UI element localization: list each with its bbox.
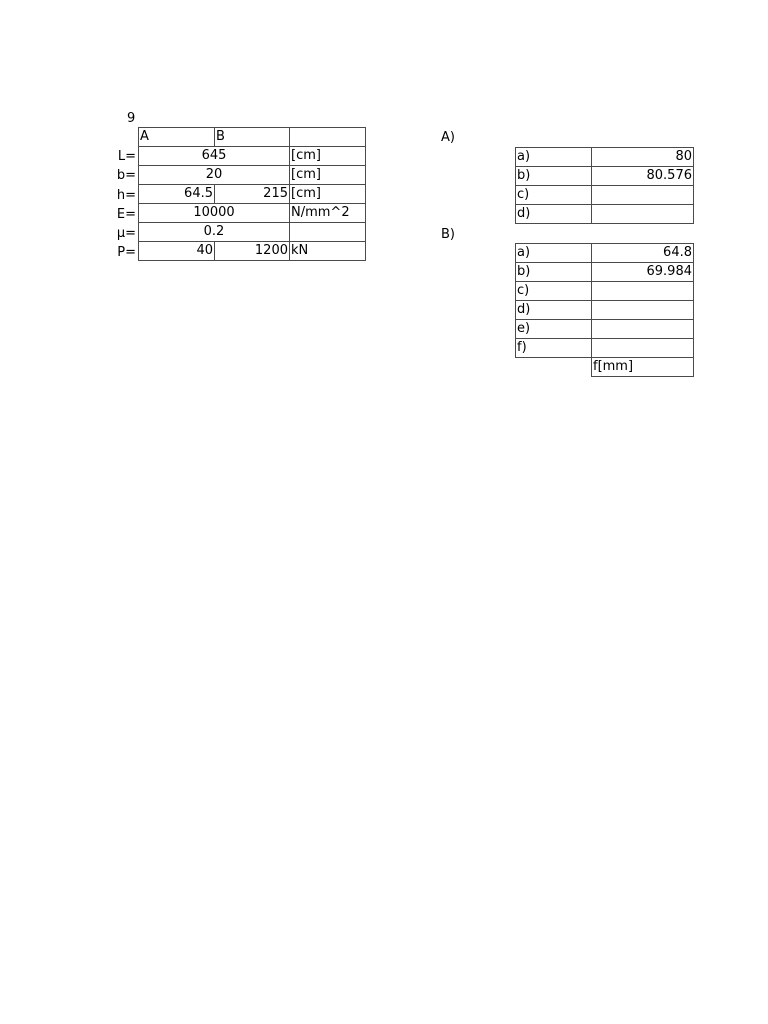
table-row bbox=[516, 186, 694, 205]
row-label-b: b= bbox=[116, 168, 136, 183]
answer-label-cell[interactable]: a) bbox=[516, 244, 592, 263]
row-label-L: L= bbox=[117, 149, 136, 164]
answer-value-cell[interactable] bbox=[592, 301, 694, 320]
unit-cell[interactable]: [cm] bbox=[290, 185, 366, 204]
table-row bbox=[516, 205, 694, 224]
answer-value-cell[interactable] bbox=[592, 320, 694, 339]
table-row bbox=[139, 185, 366, 204]
section-b-title: B) bbox=[441, 227, 455, 242]
value-b-cell[interactable]: 1200 bbox=[215, 242, 290, 261]
table-row bbox=[516, 167, 694, 186]
column-a-header[interactable]: A bbox=[139, 128, 215, 147]
empty-cell[interactable] bbox=[516, 358, 592, 377]
value-a-cell[interactable]: 64.5 bbox=[139, 185, 215, 204]
answer-label-cell[interactable]: c) bbox=[516, 282, 592, 301]
answer-label-cell[interactable]: b) bbox=[516, 167, 592, 186]
value-cell[interactable]: 0.2 bbox=[139, 223, 290, 242]
unit-cell[interactable]: [cm] bbox=[290, 166, 366, 185]
table-row bbox=[516, 358, 694, 377]
table-row bbox=[139, 242, 366, 261]
unit-cell[interactable]: N/mm^2 bbox=[290, 204, 366, 223]
value-cell[interactable]: 10000 bbox=[139, 204, 290, 223]
row-label-E: E= bbox=[116, 207, 136, 222]
table-row bbox=[139, 147, 366, 166]
table-row bbox=[139, 166, 366, 185]
unit-cell[interactable]: kN bbox=[290, 242, 366, 261]
table-row bbox=[516, 282, 694, 301]
answer-label-cell[interactable]: c) bbox=[516, 186, 592, 205]
answer-label-cell[interactable]: d) bbox=[516, 301, 592, 320]
row-label-h: h= bbox=[116, 188, 136, 203]
table-header-row bbox=[139, 128, 366, 147]
table-row bbox=[139, 223, 366, 242]
table-row bbox=[516, 244, 694, 263]
table-row bbox=[516, 320, 694, 339]
answer-value-cell[interactable] bbox=[592, 205, 694, 224]
answer-value-cell[interactable] bbox=[592, 186, 694, 205]
input-table bbox=[138, 127, 366, 261]
answer-value-cell[interactable]: 64.8 bbox=[592, 244, 694, 263]
answer-value-cell[interactable] bbox=[592, 339, 694, 358]
sheet-number: 9 bbox=[127, 111, 136, 126]
column-b-header[interactable]: B bbox=[215, 128, 290, 147]
answer-value-cell[interactable] bbox=[592, 282, 694, 301]
section-a-table bbox=[515, 147, 694, 224]
value-a-cell[interactable]: 40 bbox=[139, 242, 215, 261]
answer-label-cell[interactable]: d) bbox=[516, 205, 592, 224]
answer-value-cell[interactable]: 80 bbox=[592, 148, 694, 167]
table-row bbox=[516, 148, 694, 167]
answer-label-cell[interactable]: a) bbox=[516, 148, 592, 167]
answer-label-cell[interactable]: b) bbox=[516, 263, 592, 282]
table-row bbox=[516, 301, 694, 320]
row-label-mu: μ= bbox=[116, 226, 136, 241]
column-unit-header[interactable] bbox=[290, 128, 366, 147]
value-b-cell[interactable]: 215 bbox=[215, 185, 290, 204]
table-row bbox=[516, 339, 694, 358]
section-b-table bbox=[515, 243, 694, 377]
value-cell[interactable]: 20 bbox=[139, 166, 290, 185]
value-cell[interactable]: 645 bbox=[139, 147, 290, 166]
unit-cell[interactable] bbox=[290, 223, 366, 242]
answer-label-cell[interactable]: e) bbox=[516, 320, 592, 339]
answer-value-cell[interactable]: 80.576 bbox=[592, 167, 694, 186]
table-row bbox=[516, 263, 694, 282]
table-row bbox=[139, 204, 366, 223]
row-label-P: P= bbox=[117, 245, 136, 260]
answer-value-cell[interactable]: 69.984 bbox=[592, 263, 694, 282]
section-a-title: A) bbox=[441, 130, 455, 145]
unit-cell[interactable]: [cm] bbox=[290, 147, 366, 166]
unit-cell[interactable]: f[mm] bbox=[592, 358, 694, 377]
answer-label-cell[interactable]: f) bbox=[516, 339, 592, 358]
